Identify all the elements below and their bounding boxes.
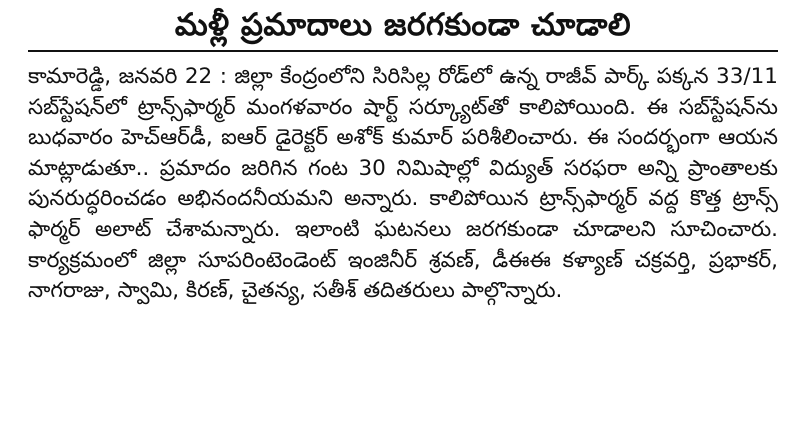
- article-body: కామారెడ్డి, జనవరి 22 : జిల్లా కేంద్రంలోని సిరిసిల్ల రోడ్‌లో ఉన్న రాజీవ్ పార్క్ పక్కన 33/11 సబ్‌స్టేషన్‌లో ట్రాన్స్‌ఫార్మర్ మంగళవారం షార్ట్ సర్క్యూట్‌తో కాలిపోయింది. ఈ సబ్‌స్టేషన్‌ను బుధవారం హెచ్‌ఆర్‌డీ, ఐఆర్ డైరెక్టర్ అశోక్ కుమార్ పరిశీలించారు. ఈ సందర్భంగా ఆయన మాట్లాడుతూ.. ప్రమాదం జరిగిన గంట 30 నిమిషాల్లో విద్యుత్ సరఫరా అన్ని ప్రాంతాలకు పునరుద్ధరించడం అభినందనీయమని అన్నారు. కాలిపోయిన ట్రాన్స్‌ఫార్మర్ వద్ద కొత్త ట్రాన్స్ ఫార్మర్ అలాట్ చేశామన్నారు. ఇలాంటి ఘటనలు జరగకుండా చూడాలని సూచించారు. కార్యక్రమంలో జిల్లా సూపరింటెండెంట్ ఇంజినీర్ శ్రవణ్, డీఈఈ కళ్యాణ్ చక్రవర్తి, ప్రభాకర్, నాగరాజు, స్వామి, కిరణ్, చైతన్య, సతీశ్ తదితరులు పాల్గొన్నారు.: [28, 64, 778, 304]
- headline-divider: [28, 50, 778, 52]
- headline: మళ్లీ ప్రమాదాలు జరగకుండా చూడాలి: [174, 7, 632, 43]
